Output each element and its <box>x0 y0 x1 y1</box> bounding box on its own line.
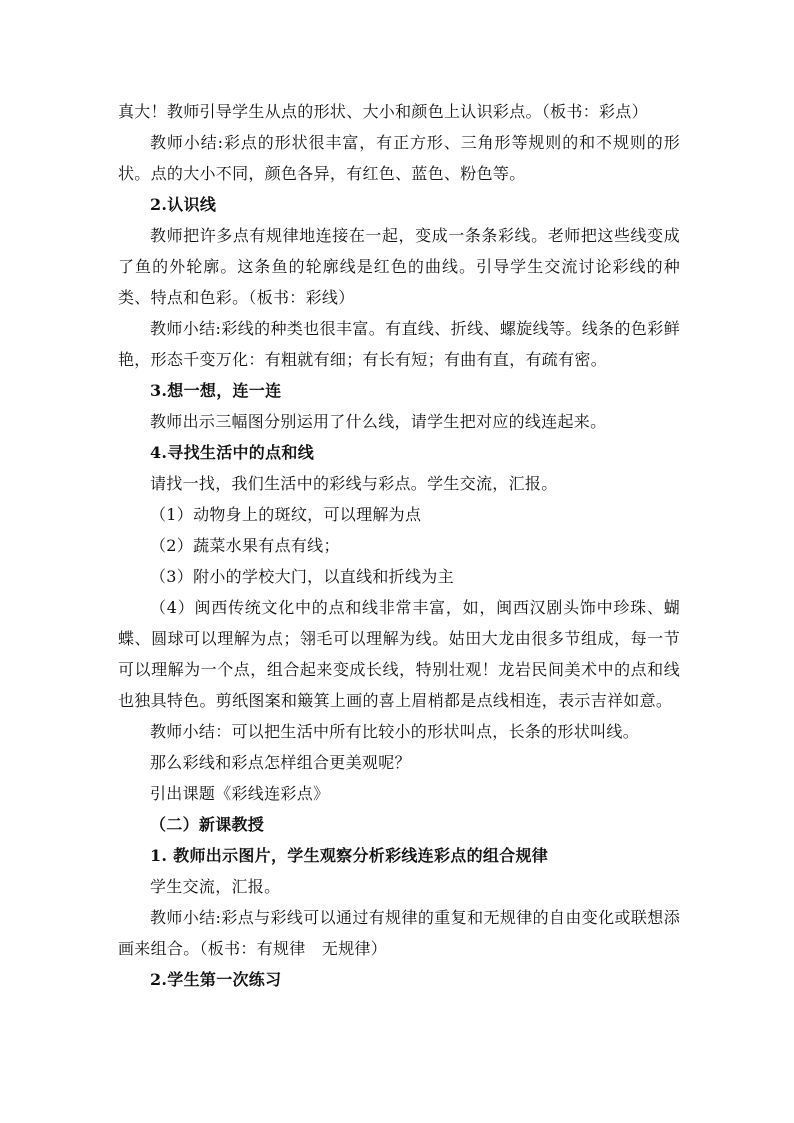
paragraph-lesson-title: 引出课题《彩线连彩点》 <box>150 784 330 803</box>
paragraph-three-pictures: 教师出示三幅图分别运用了什么线，请学生把对应的线连起来。 <box>150 412 607 431</box>
section-heading-think-connect: 3.想一想，连一连 <box>150 381 282 400</box>
paragraph-teacher-summary-lines: 教师小结:彩线的种类也很丰富。有直线、折线、螺旋线等。线条的色彩鲜艳，形态千变万化：有粗就有细；有长有短；有曲有直，有疏有密。 <box>118 319 680 369</box>
paragraph-teacher-summary-dots: 教师小结:彩点的形状很丰富，有正方形、三角形等规则的和不规则的形状。点的大小不同，颜色各异，有红色、蓝色、粉色等。 <box>118 133 680 183</box>
list-item-school-gate: （3）附小的学校大门，以直线和折线为主 <box>150 567 454 586</box>
paragraph-teacher-summary-combination: 教师小结:彩点与彩线可以通过有规律的重复和无规律的自由变化或联想添画来组合。（板书：有规律 无规律） <box>118 908 680 958</box>
section-heading-show-pictures: 1. 教师出示图片，学生观察分析彩线连彩点的组合规律 <box>150 846 549 865</box>
section-heading-find-dots-lines: 4.寻找生活中的点和线 <box>150 443 315 462</box>
paragraph-question-combine: 那么彩线和彩点怎样组合更美观呢？ <box>150 753 411 772</box>
list-item-minxi-culture: （4）闽西传统文化中的点和线非常丰富，如，闽西汉剧头饰中珍珠、蝴蝶、圆球可以理解为点；翎毛可以理解为线。姑田大龙由很多节组成，每一节可以理解为一个点，组合起来变成长线，特别壮观！龙岩民间美术中的点和线也独具特色。剪纸图案和簸箕上画的喜上眉梢都是点线相连，表示吉祥如意。 <box>118 598 680 710</box>
document-body <box>118 96 680 995</box>
paragraph-intro-continuation: 真大！教师引导学生从点的形状、大小和颜色上认识彩点。（板书：彩点） <box>118 102 648 121</box>
paragraph-lines-intro: 教师把许多点有规律地连接在一起，变成一条条彩线。老师把这些线变成了鱼的外轮廓。这条鱼的轮廓线是红色的曲线。引导学生交流讨论彩线的种类、特点和色彩。（板书：彩线） <box>118 226 680 307</box>
list-item-animal-spots: （1）动物身上的斑纹，可以理解为点 <box>150 505 422 524</box>
paragraph-students-report: 学生交流，汇报。 <box>150 877 281 896</box>
paragraph-find-in-life: 请找一找，我们生活中的彩线与彩点。学生交流，汇报。 <box>150 474 558 493</box>
section-heading-first-practice: 2.学生第一次练习 <box>150 970 282 989</box>
section-heading-recognize-lines: 2.认识线 <box>150 195 217 214</box>
section-heading-new-lesson: （二）新课教授 <box>150 815 265 834</box>
paragraph-teacher-summary-shapes: 教师小结：可以把生活中所有比较小的形状叫点，长条的形状叫线。 <box>150 722 640 741</box>
list-item-vegetables-fruits: （2）蔬菜水果有点有线； <box>150 536 340 555</box>
